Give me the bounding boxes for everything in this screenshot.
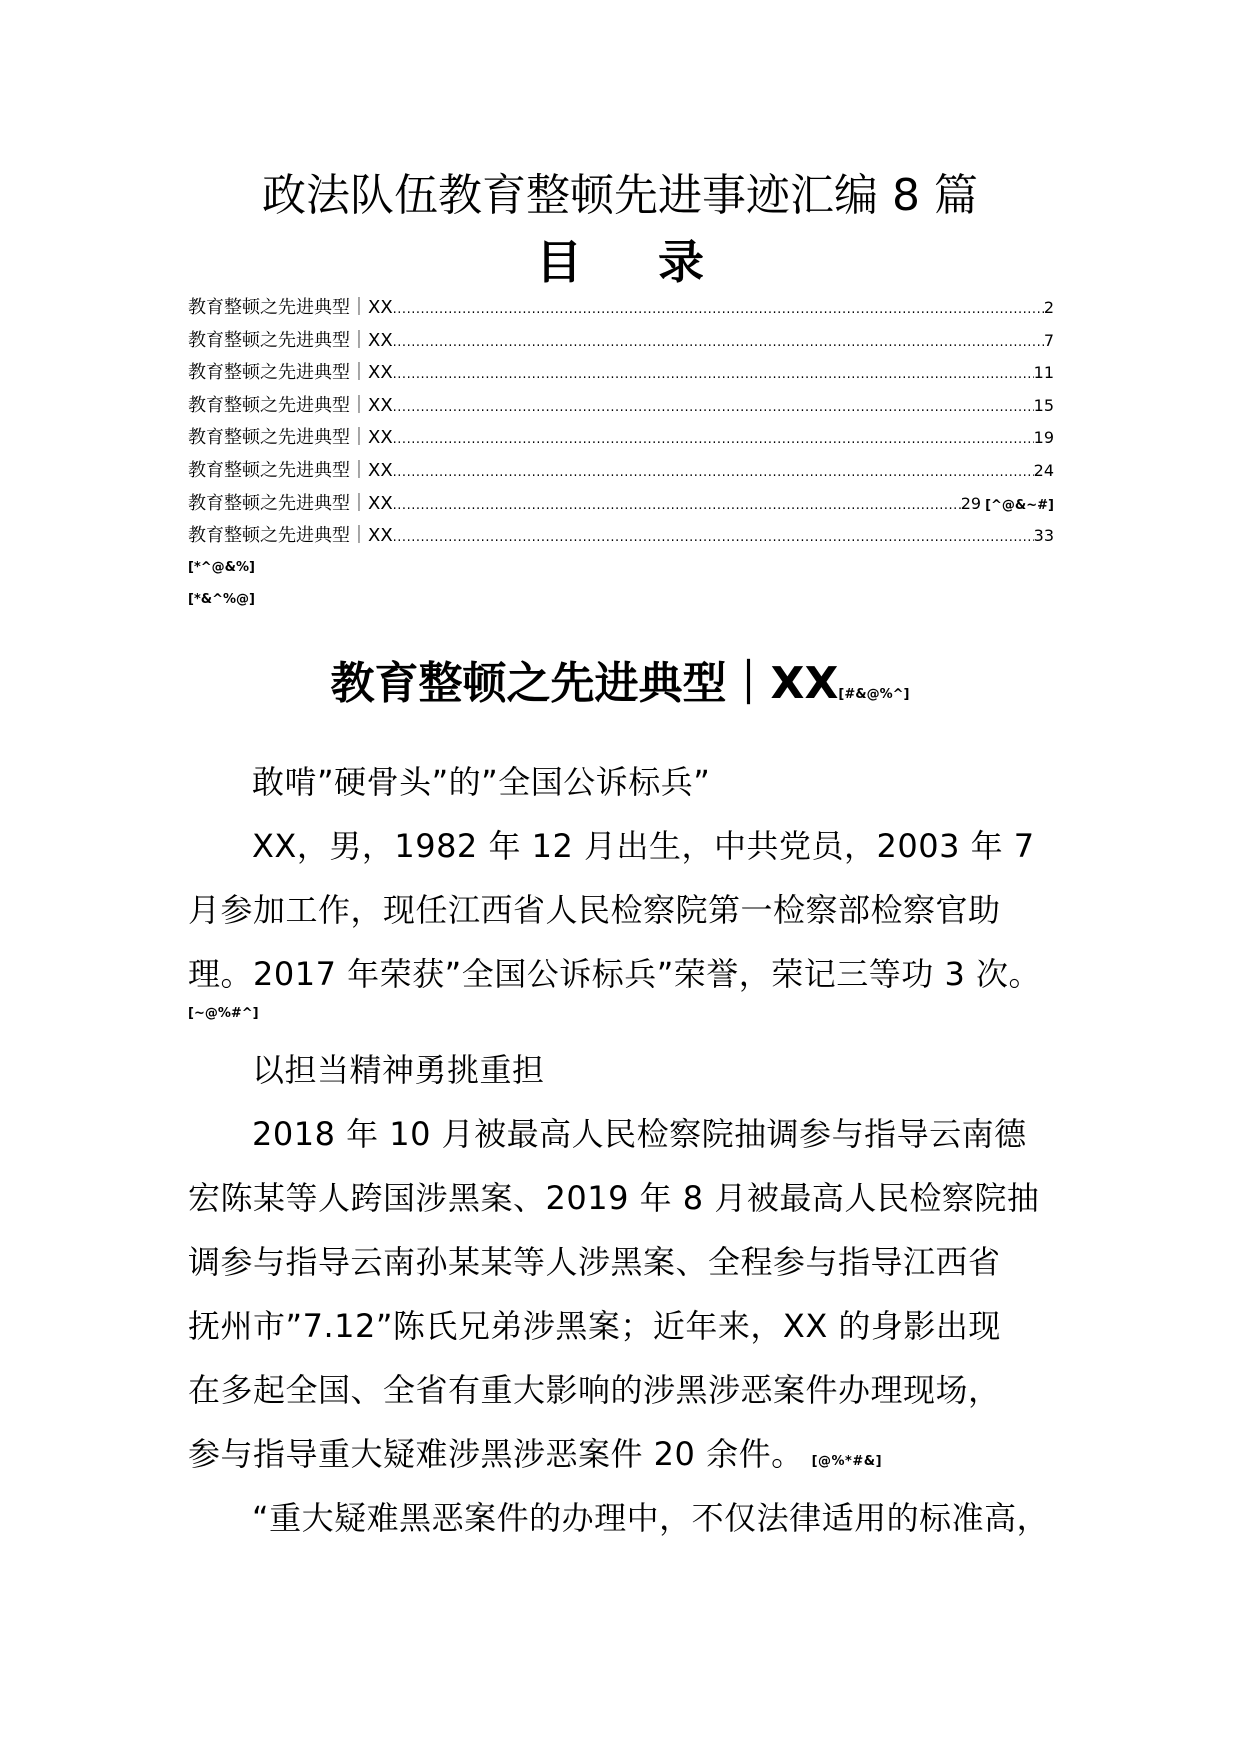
paragraph-2-marker: [@%*#&] xyxy=(811,1454,883,1469)
toc-entry-page: 29 xyxy=(960,493,982,513)
toc-entry-label: 教育整顿之先进典型｜XX xyxy=(188,492,393,514)
toc-entry[interactable] xyxy=(188,292,1054,325)
paragraph-line: 参与指导重大疑难涉黑涉恶案件 20 余件。 xyxy=(188,1435,804,1473)
toc-entry-label: 教育整顿之先进典型｜XX xyxy=(188,297,393,318)
toc-entry[interactable] xyxy=(188,390,1054,423)
toc-leader-dots xyxy=(393,522,1034,555)
subtitle-line: 敢啃”硬骨头”的”全国公诉标兵” xyxy=(252,763,711,801)
toc-entry-page: 19 xyxy=(1033,428,1054,448)
toc-leader-dots xyxy=(393,392,1034,425)
section-title-text: 教育整顿之先进典型｜XX xyxy=(330,658,839,709)
paragraph-line: 宏陈某等人跨国涉黑案、2019 年 8 月被最高人民检察院抽 xyxy=(188,1179,1040,1217)
toc-leader-dots xyxy=(393,327,1044,360)
paragraph-line: 在多起全国、全省有重大影响的涉黑涉恶案件办理现场， xyxy=(188,1371,1001,1409)
paragraph-1 xyxy=(188,814,1068,1006)
toc-after-marker: [*^@&%] xyxy=(188,560,255,575)
toc-entry-page: 2 xyxy=(1043,298,1054,317)
toc-entry-page: 33 xyxy=(1033,526,1054,546)
toc-entry[interactable] xyxy=(188,455,1054,488)
toc-entry[interactable] xyxy=(188,520,1054,553)
toc-entry[interactable] xyxy=(188,357,1054,390)
toc-leader-dots xyxy=(393,457,1034,490)
toc-entry-label: 教育整顿之先进典型｜XX xyxy=(188,525,393,547)
toc-after-marker: [*&^%@] xyxy=(188,592,255,607)
toc-leader-dots xyxy=(393,359,1034,392)
toc-entry-label: 教育整顿之先进典型｜XX xyxy=(188,362,393,384)
paragraph-line: 理。2017 年荣获”全国公诉标兵”荣誉，荣记三等功 3 次。 xyxy=(188,955,1041,993)
toc-heading: 目 录 xyxy=(535,235,734,289)
toc-entry[interactable] xyxy=(188,488,1054,521)
toc-entry-page: 24 xyxy=(1033,460,1054,480)
toc-entry[interactable] xyxy=(188,325,1054,358)
toc-leader-dots xyxy=(393,490,961,523)
toc-entry-marker: [^@&~#] xyxy=(985,497,1054,513)
heading-2-line: 以担当精神勇挑重担 xyxy=(252,1051,545,1089)
toc-entry-label: 教育整顿之先进典型｜XX xyxy=(188,394,393,416)
toc-leader-dots xyxy=(393,424,1034,457)
paragraph-2 xyxy=(188,1102,1068,1494)
toc-entry-page: 15 xyxy=(1033,395,1054,415)
document-title: 政法队伍教育整顿先进事迹汇编 8 篇 xyxy=(262,170,978,221)
section-title xyxy=(0,652,1240,727)
paragraph-line: 调参与指导云南孙某某等人涉黑案、全程参与指导江西省 xyxy=(188,1243,1001,1281)
paragraph-3 xyxy=(188,1486,1068,1550)
paragraph-last-line xyxy=(188,1422,1068,1494)
paragraph-line: “重大疑难黑恶案件的办理中，不仅法律适用的标准高， xyxy=(252,1499,1050,1537)
paragraph-line: 抚州市”7.12”陈氏兄弟涉黑案；近年来，XX 的身影出现 xyxy=(188,1307,1001,1345)
toc-leader-dots xyxy=(393,294,1044,327)
table-of-contents xyxy=(188,292,1054,553)
paragraph-1-marker: [~@%#^] xyxy=(188,1006,259,1021)
section-subtitle xyxy=(188,750,1068,814)
toc-entry-page: 7 xyxy=(1043,330,1054,350)
toc-entry-page: 11 xyxy=(1033,363,1054,383)
paragraph-line: 月参加工作，现任江西省人民检察院第一检察部检察官助 xyxy=(188,891,1001,929)
toc-entry-label: 教育整顿之先进典型｜XX xyxy=(188,329,393,351)
toc-entry-label: 教育整顿之先进典型｜XX xyxy=(188,459,393,481)
paragraph-line: 2018 年 10 月被最高人民检察院抽调参与指导云南德 xyxy=(252,1115,1027,1153)
section-heading-2 xyxy=(188,1038,1068,1102)
paragraph-line: XX，男，1982 年 12 月出生，中共党员，2003 年 7 xyxy=(252,827,1035,865)
section-title-marker: [#&@%^] xyxy=(838,687,910,702)
toc-entry-label: 教育整顿之先进典型｜XX xyxy=(188,427,393,449)
toc-entry[interactable] xyxy=(188,422,1054,455)
